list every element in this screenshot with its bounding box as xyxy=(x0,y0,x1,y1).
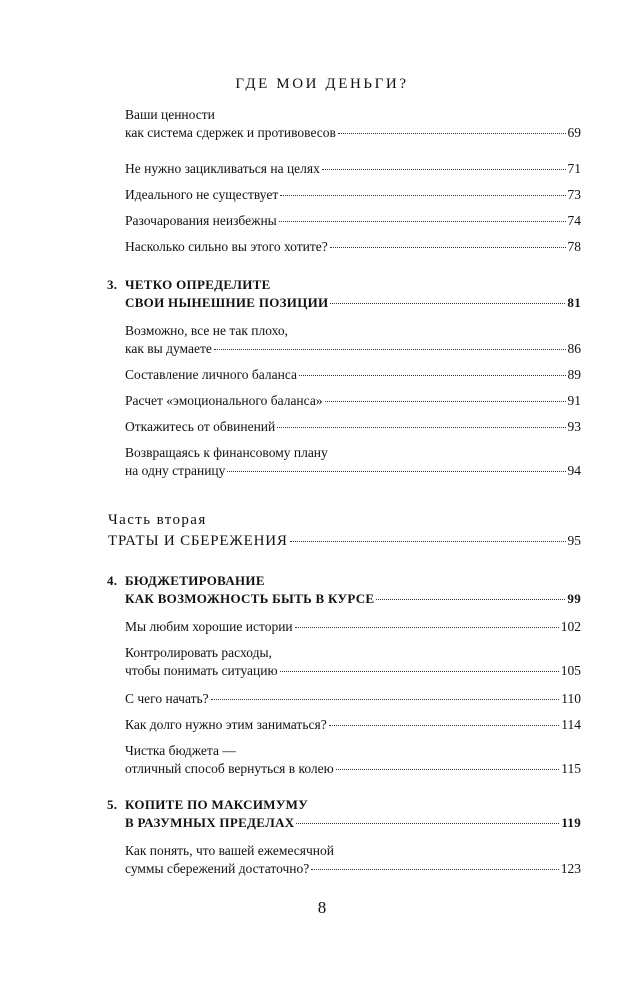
entry-last-line xyxy=(125,392,581,410)
entry-title-line: Составление личного баланса xyxy=(125,367,298,382)
entry-title-line: как система сдержек и противовесов xyxy=(125,125,336,140)
part-title-row[interactable] xyxy=(108,533,581,550)
page-number: 86 xyxy=(567,341,581,356)
dot-leader xyxy=(322,169,566,170)
folio: 8 xyxy=(317,898,327,917)
toc-section-entry[interactable] xyxy=(125,444,581,480)
dot-leader xyxy=(338,133,566,134)
toc-section-entry[interactable] xyxy=(125,644,581,680)
page-number: 71 xyxy=(567,161,581,176)
dot-leader xyxy=(280,671,559,672)
dot-leader xyxy=(277,427,565,428)
dot-leader xyxy=(296,823,559,824)
entry-title-line: БЮДЖЕТИРОВАНИЕ xyxy=(125,573,265,588)
entry-last-line xyxy=(125,690,581,708)
toc-section-entry[interactable] xyxy=(125,618,581,636)
entry-title-line: Возможно, все не так плохо, xyxy=(125,323,289,338)
entry-title-line: С чего начать? xyxy=(125,691,209,706)
dot-leader xyxy=(290,541,566,542)
chapter-number: 5. xyxy=(107,797,118,812)
entry-title-line: Мы любим хорошие истории xyxy=(125,619,293,634)
entry-last-line xyxy=(125,618,581,636)
entry-last-line xyxy=(125,340,581,358)
dot-leader xyxy=(227,471,565,472)
entry-title-line: Расчет «эмоционального баланса» xyxy=(125,393,323,408)
entry-title-line: КОПИТЕ ПО МАКСИМУМУ xyxy=(125,797,309,812)
entry-title-line: Идеального не существует xyxy=(125,187,279,202)
toc-section-entry[interactable] xyxy=(125,742,581,778)
dot-leader xyxy=(336,769,560,770)
toc-chapter-entry[interactable] xyxy=(107,796,581,832)
dot-leader xyxy=(214,349,566,350)
dot-leader xyxy=(299,375,565,376)
dot-leader xyxy=(280,195,565,196)
dot-leader xyxy=(329,725,560,726)
entry-last-line xyxy=(125,186,581,204)
page-number: 74 xyxy=(567,213,581,228)
toc-section-entry[interactable] xyxy=(125,238,581,256)
entry-last-line xyxy=(125,716,581,734)
entry-last-line xyxy=(125,590,581,608)
dot-leader xyxy=(211,699,560,700)
entry-last-line xyxy=(125,760,581,778)
page-number: 115 xyxy=(561,761,581,776)
page-number: 114 xyxy=(561,717,581,732)
chapter-title-block xyxy=(125,572,581,608)
toc-section-entry[interactable] xyxy=(125,212,581,230)
dot-leader xyxy=(311,869,559,870)
entry-title-line: Не нужно зацикливаться на целях xyxy=(125,161,320,176)
dot-leader xyxy=(325,401,566,402)
entry-last-line xyxy=(125,462,581,480)
entry-title-line: на одну страницу xyxy=(125,463,226,478)
chapter-number: 4. xyxy=(107,573,118,588)
entry-last-line xyxy=(125,160,581,178)
entry-title-line: Как долго нужно этим заниматься? xyxy=(125,717,327,732)
entry-title-line: В РАЗУМНЫХ ПРЕДЕЛАХ xyxy=(125,815,295,830)
entry-title-line: как вы думаете xyxy=(125,341,212,356)
chapter-title-block xyxy=(125,796,581,832)
entry-title-line: ЧЕТКО ОПРЕДЕЛИТЕ xyxy=(125,277,271,292)
toc-section-entry[interactable] xyxy=(125,186,581,204)
entry-title-line: Откажитесь от обвинений xyxy=(125,419,276,434)
page-number: 78 xyxy=(567,239,581,254)
entry-last-line xyxy=(125,366,581,384)
dot-leader xyxy=(330,303,565,304)
entry-last-line xyxy=(125,124,581,142)
entry-title-line: Ваши ценности xyxy=(125,107,215,122)
page-number: 89 xyxy=(567,367,581,382)
entry-title-line: Возвращаясь к финансовому плану xyxy=(125,445,328,460)
toc-section-entry[interactable] xyxy=(125,366,581,384)
entry-last-line xyxy=(125,418,581,436)
page-number: 105 xyxy=(560,663,581,678)
entry-title-line: Контролировать расходы, xyxy=(125,645,272,660)
entry-title-line: Как понять, что вашей ежемесячной xyxy=(125,843,334,858)
entry-title-line: суммы сбережений достаточно? xyxy=(125,861,310,876)
page-number: 69 xyxy=(567,125,581,140)
page-number: 81 xyxy=(567,295,581,310)
dot-leader xyxy=(295,627,559,628)
entry-title-line: СВОИ НЫНЕШНИЕ ПОЗИЦИИ xyxy=(125,295,329,310)
chapter-number: 3. xyxy=(107,277,118,292)
dot-leader xyxy=(330,247,566,248)
toc-section-entry[interactable] xyxy=(125,690,581,708)
entry-title-line: отличный способ вернуться в колею xyxy=(125,761,334,776)
toc-section-entry[interactable] xyxy=(125,392,581,410)
chapter-title-block xyxy=(125,276,581,312)
page-number: 99 xyxy=(567,591,581,606)
entry-title-line: КАК ВОЗМОЖНОСТЬ БЫТЬ В КУРСЕ xyxy=(125,591,375,606)
toc-section-entry[interactable] xyxy=(125,322,581,358)
running-head: ГДЕ МОИ ДЕНЬГИ? xyxy=(235,76,409,92)
entry-last-line xyxy=(125,238,581,256)
entry-last-line xyxy=(125,860,581,878)
dot-leader xyxy=(376,599,565,600)
toc-section-entry[interactable] xyxy=(125,106,581,142)
dot-leader xyxy=(279,221,566,222)
page-number: 93 xyxy=(567,419,581,434)
entry-title-line: Насколько сильно вы этого хотите? xyxy=(125,239,328,254)
toc-chapter-entry[interactable] xyxy=(107,572,581,608)
page-number: 119 xyxy=(561,815,581,830)
entry-last-line xyxy=(125,662,581,680)
toc-section-entry[interactable] xyxy=(125,418,581,436)
part-label: Часть вторая xyxy=(108,512,207,528)
entry-last-line xyxy=(125,212,581,230)
page-number: 102 xyxy=(560,619,581,634)
toc-section-entry[interactable] xyxy=(125,842,581,878)
entry-title-line: Разочарования неизбежны xyxy=(125,213,277,228)
entry-last-line xyxy=(125,294,581,312)
page-number: 110 xyxy=(561,691,581,706)
entry-title-line: чтобы понимать ситуацию xyxy=(125,663,278,678)
page-number: 91 xyxy=(567,393,581,408)
toc-section-entry[interactable] xyxy=(125,716,581,734)
entry-title-line: Чистка бюджета — xyxy=(125,743,236,758)
toc-chapter-entry[interactable] xyxy=(107,276,581,312)
page-number: 94 xyxy=(567,463,581,478)
entry-last-line xyxy=(125,814,581,832)
page-number: 123 xyxy=(560,861,581,876)
part-title: ТРАТЫ И СБЕРЕЖЕНИЯ xyxy=(108,533,288,549)
toc-section-entry[interactable] xyxy=(125,160,581,178)
page-number: 95 xyxy=(567,533,581,548)
page-number: 73 xyxy=(567,187,581,202)
